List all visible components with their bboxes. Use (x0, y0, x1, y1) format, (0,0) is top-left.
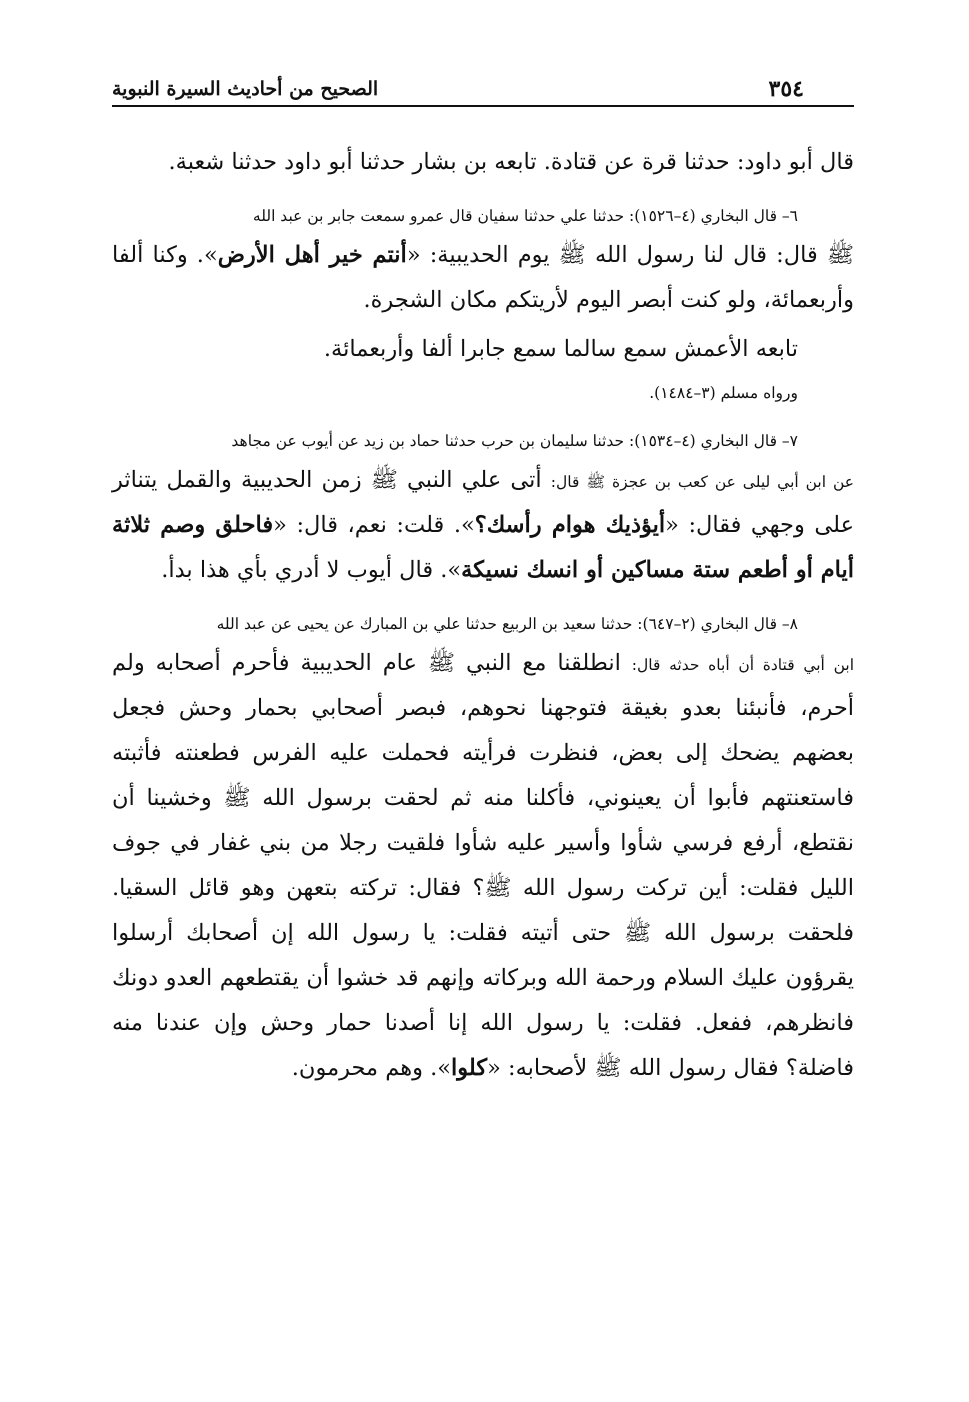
hadith-7-isnad: ٧– قال البخاري (٤–١٥٣٤): حدثنا سليمان بن حرب حدثنا حماد بن زيد عن أيوب عن مجاهد (231, 432, 798, 450)
hadith-6-quote: أنتم خير أهل الأرض (217, 242, 407, 268)
page-header (112, 72, 854, 116)
hadith-7-quote-1: أيؤذيك هوام رأسك؟ (474, 512, 666, 538)
hadith-8-isnad-2: ابن أبي قتادة أن أباه حدثه قال: (631, 656, 855, 674)
hadith-6-muslim: ورواه مسلم (٣–١٤٨٤). (649, 384, 798, 402)
running-title: الصحيح من أحاديث السيرة النبوية (112, 78, 390, 100)
hadith-8-isnad: ٨– قال البخاري (٢–٦٤٧): حدثنا سعيد بن الربيع حدثنا علي بن المبارك عن يحيى عن عبد الله (216, 615, 798, 633)
hadith-6-follow: تابعه الأعمش سمع سالما سمع جابرا ألفا وأربعمائة. (323, 336, 798, 362)
hadith-7 (112, 424, 854, 593)
hadith-7-text (112, 458, 854, 593)
hadith-6-isnad: ٦– قال البخاري (٤–١٥٢٦): حدثنا علي حدثنا سفيان قال عمرو سمعت جابر بن عبد الله (252, 207, 798, 225)
header-rule (112, 105, 854, 107)
paragraph-abu-dawud: قال أبو داود: حدثنا قرة عن قتادة. تابعه بن بشار حدثنا أبو داود حدثنا شعبة. (168, 149, 854, 175)
hadith-7-quote-2: فاحلق وصم ثلاثة أيام أو أطعم ستة مساكين أو انسك نسيكة (112, 512, 854, 583)
hadith-7-text-c: ». قال أيوب لا أدري بأي هذا بدأ. (161, 557, 462, 583)
hadith-7-text-a: أتى علي النبي ﷺ زمن الحديبية والقمل يتناثر على وجهي فقال: « (112, 467, 854, 538)
hadith-7-text-b: ». قلت: نعم، قال: « (273, 512, 475, 538)
hadith-6-text-b: ». وكنا ألفا وأربعمائة، ولو كنت أبصر اليوم لأريتكم مكان الشجرة. (112, 242, 854, 313)
hadith-8 (112, 607, 854, 1091)
hadith-7-isnad-2: عن ابن أبي ليلى عن كعب بن عجزة ﷺ قال: (550, 473, 854, 491)
hadith-6 (112, 199, 854, 410)
hadith-8-quote: كلوا (451, 1055, 488, 1081)
hadith-8-text (112, 641, 854, 1091)
hadith-6-text (112, 233, 854, 323)
hadith-8-text-b: ». وهم محرمون. (291, 1055, 452, 1081)
hadith-8-text-a: انطلقنا مع النبي ﷺ عام الحديبية فأحرم أصحابه ولم أحرم، فأنبئنا بعدو بغيقة فتوجهنا نحوهم، فبصر أصحابي بحمار وحش فجعل بعضهم يضحك إلى بعض، فنظرت فرأيته فحملت عليه الفرس فطعنته فأثبته فاستعنتهم فأبوا أن يعينوني، فأكلنا منه ثم لحقت برسول الله ﷺ وخشينا أن نقتطع، أرفع فرسي شأوا وأسير عليه شأوا فلقيت رجلا من بني غفار في جوف الليل فقلت: أين تركت رسول الله ﷺ؟ فقال: تركته بتعهن وهو قائل السقيا. فلحقت برسول الله ﷺ حتى أتيته فقلت: يا رسول الله إن أصحابك أرسلوا يقرؤون عليك السلام ورحمة الله وبركاته وإنهم قد خشوا أن يقتطعهم العدو دونك فانظرهم، ففعل. فقلت: يا رسول الله إنا أصدنا حمار وحش وإن عندنا منه فاضلة؟ فقال رسول الله ﷺ لأصحابه: « (112, 650, 854, 1081)
hadith-6-text-a: ﷺ قال: قال لنا رسول الله ﷺ يوم الحديبية: « (406, 242, 855, 268)
page-number: ٣٥٤ (759, 76, 814, 102)
page-body (112, 140, 854, 1091)
